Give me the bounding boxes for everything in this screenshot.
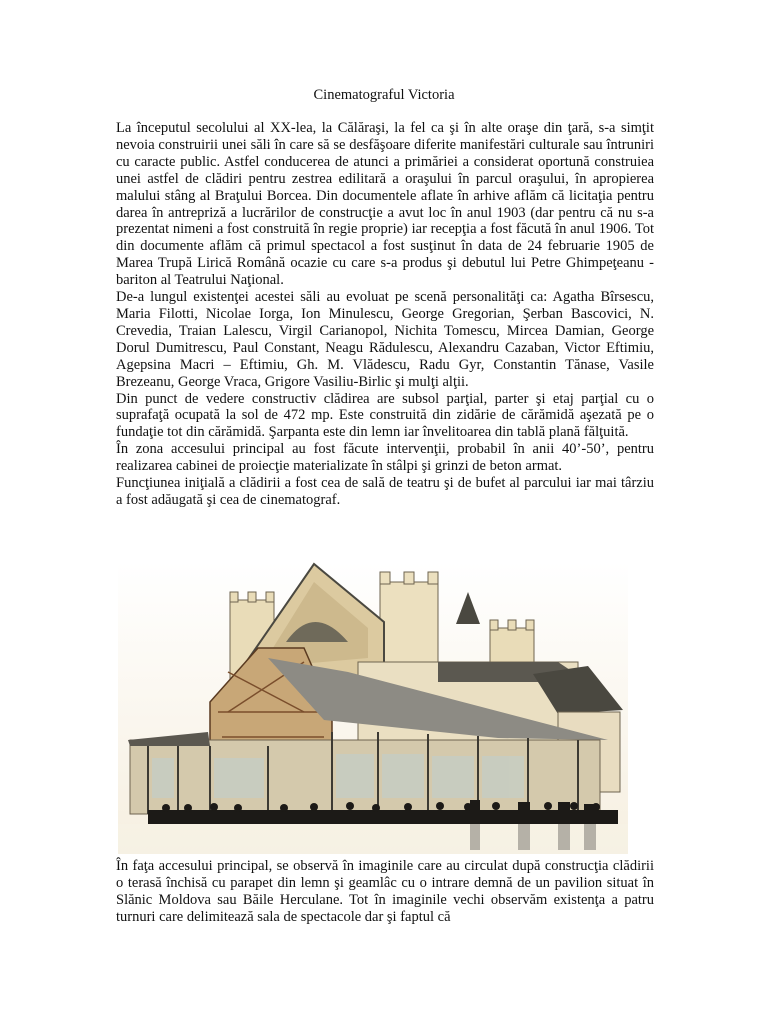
paragraph-personalities: De-a lungul existenţei acestei săli au evoluat pe scenă personalităţi ca: Agatha Bîrsescu, Maria Filotti, Nicolae Iorga, Ion Minulescu, George Gregorian, Şerban Bascovici, N. Crevedia, Traian Lalescu, Virgil Carianopol, Nichita Tomescu, Mircea Damian, George Dorul Dumitrescu, Paul Constant, Neagu Rădulescu, Alexandru Cazaban, Victor Eftimiu, Agepsina Macri – Eftimiu, Gh. M. Vlădescu, Radu Gyr, Constantin Tănase, Vasile Brezeanu, George Vraca, Grigore Vasiliu-Birlic şi mulţi alţii. (116, 289, 654, 390)
cinema-building-photo (118, 562, 628, 854)
paragraph-terrace: În faţa accesului principal, se observă în imaginile care au circulat după construcţia clădirii o terasă închisă cu parapet din lemn şi geamlâc cu o intrare demnă de un pavilion situat în Slănic Moldova sau Băile Herculane. Tot în imaginile vechi observăm existenţa a patru turnuri care delimitează sala de spectacole dar şi faptul că (116, 858, 654, 925)
paragraph-function: Funcţiunea iniţială a clădirii a fost cea de sală de teatru şi de bufet al parcului iar mai târziu a fost adăugată şi cea de cinematograf. (116, 475, 654, 508)
text-block-bottom (116, 858, 654, 926)
paragraph-interventions: În zona accesului principal au fost făcute intervenţii, probabil în anii 40’-50’, pentru realizarea cabinei de proiecţie materializate în stâlpi şi grinzi de beton armat. (116, 441, 654, 475)
document-title: Cinematograful Victoria (313, 87, 455, 103)
paragraph-construction: Din punct de vedere constructiv clădirea are subsol parţial, parter şi etaj parţial cu o suprafaţă ocupată la sol de 472 mp. Este construită din zidărie de cărămidă aşezată pe o fundaţie tot din cărămidă. Şarpanta este din lemn iar învelitoarea din tablă plană fălţuită. (116, 390, 654, 441)
paragraph-history: La începutul secolului al XX-lea, la Călăraşi, la fel ca şi în alte oraşe din ţară, s-a simţit nevoia construirii unei săli în care să se desfăşoare diferite manifestări culturale sau întruniri cu caracte public. Astfel conducerea de atunci a primăriei a considerat oportună construiea unei astfel de clădiri pentru zestrea edilitară a oraşului în parcul oraşului, în apropierea malului stâng al Braţului Borcea. Din documentele aflate în arhive aflăm că licitaţia pentru darea în antrepriză a lucrărilor de construcţie a avut loc în anul 1903 (dar pentru că nu s-a prezentat nimeni a fost construită în regie proprie) iar recepţia a fost făcută în anul 1906. Tot din documente aflăm că primul spectacol a fost susţinut în data de 24 februarie 1905 de Marea Trupă Lirică Română ocazie cu care s-a produs şi debutul lui Petre Ghimpeţeanu - bariton al Teatrului Naţional. (116, 120, 654, 289)
text-block-top (116, 120, 654, 509)
